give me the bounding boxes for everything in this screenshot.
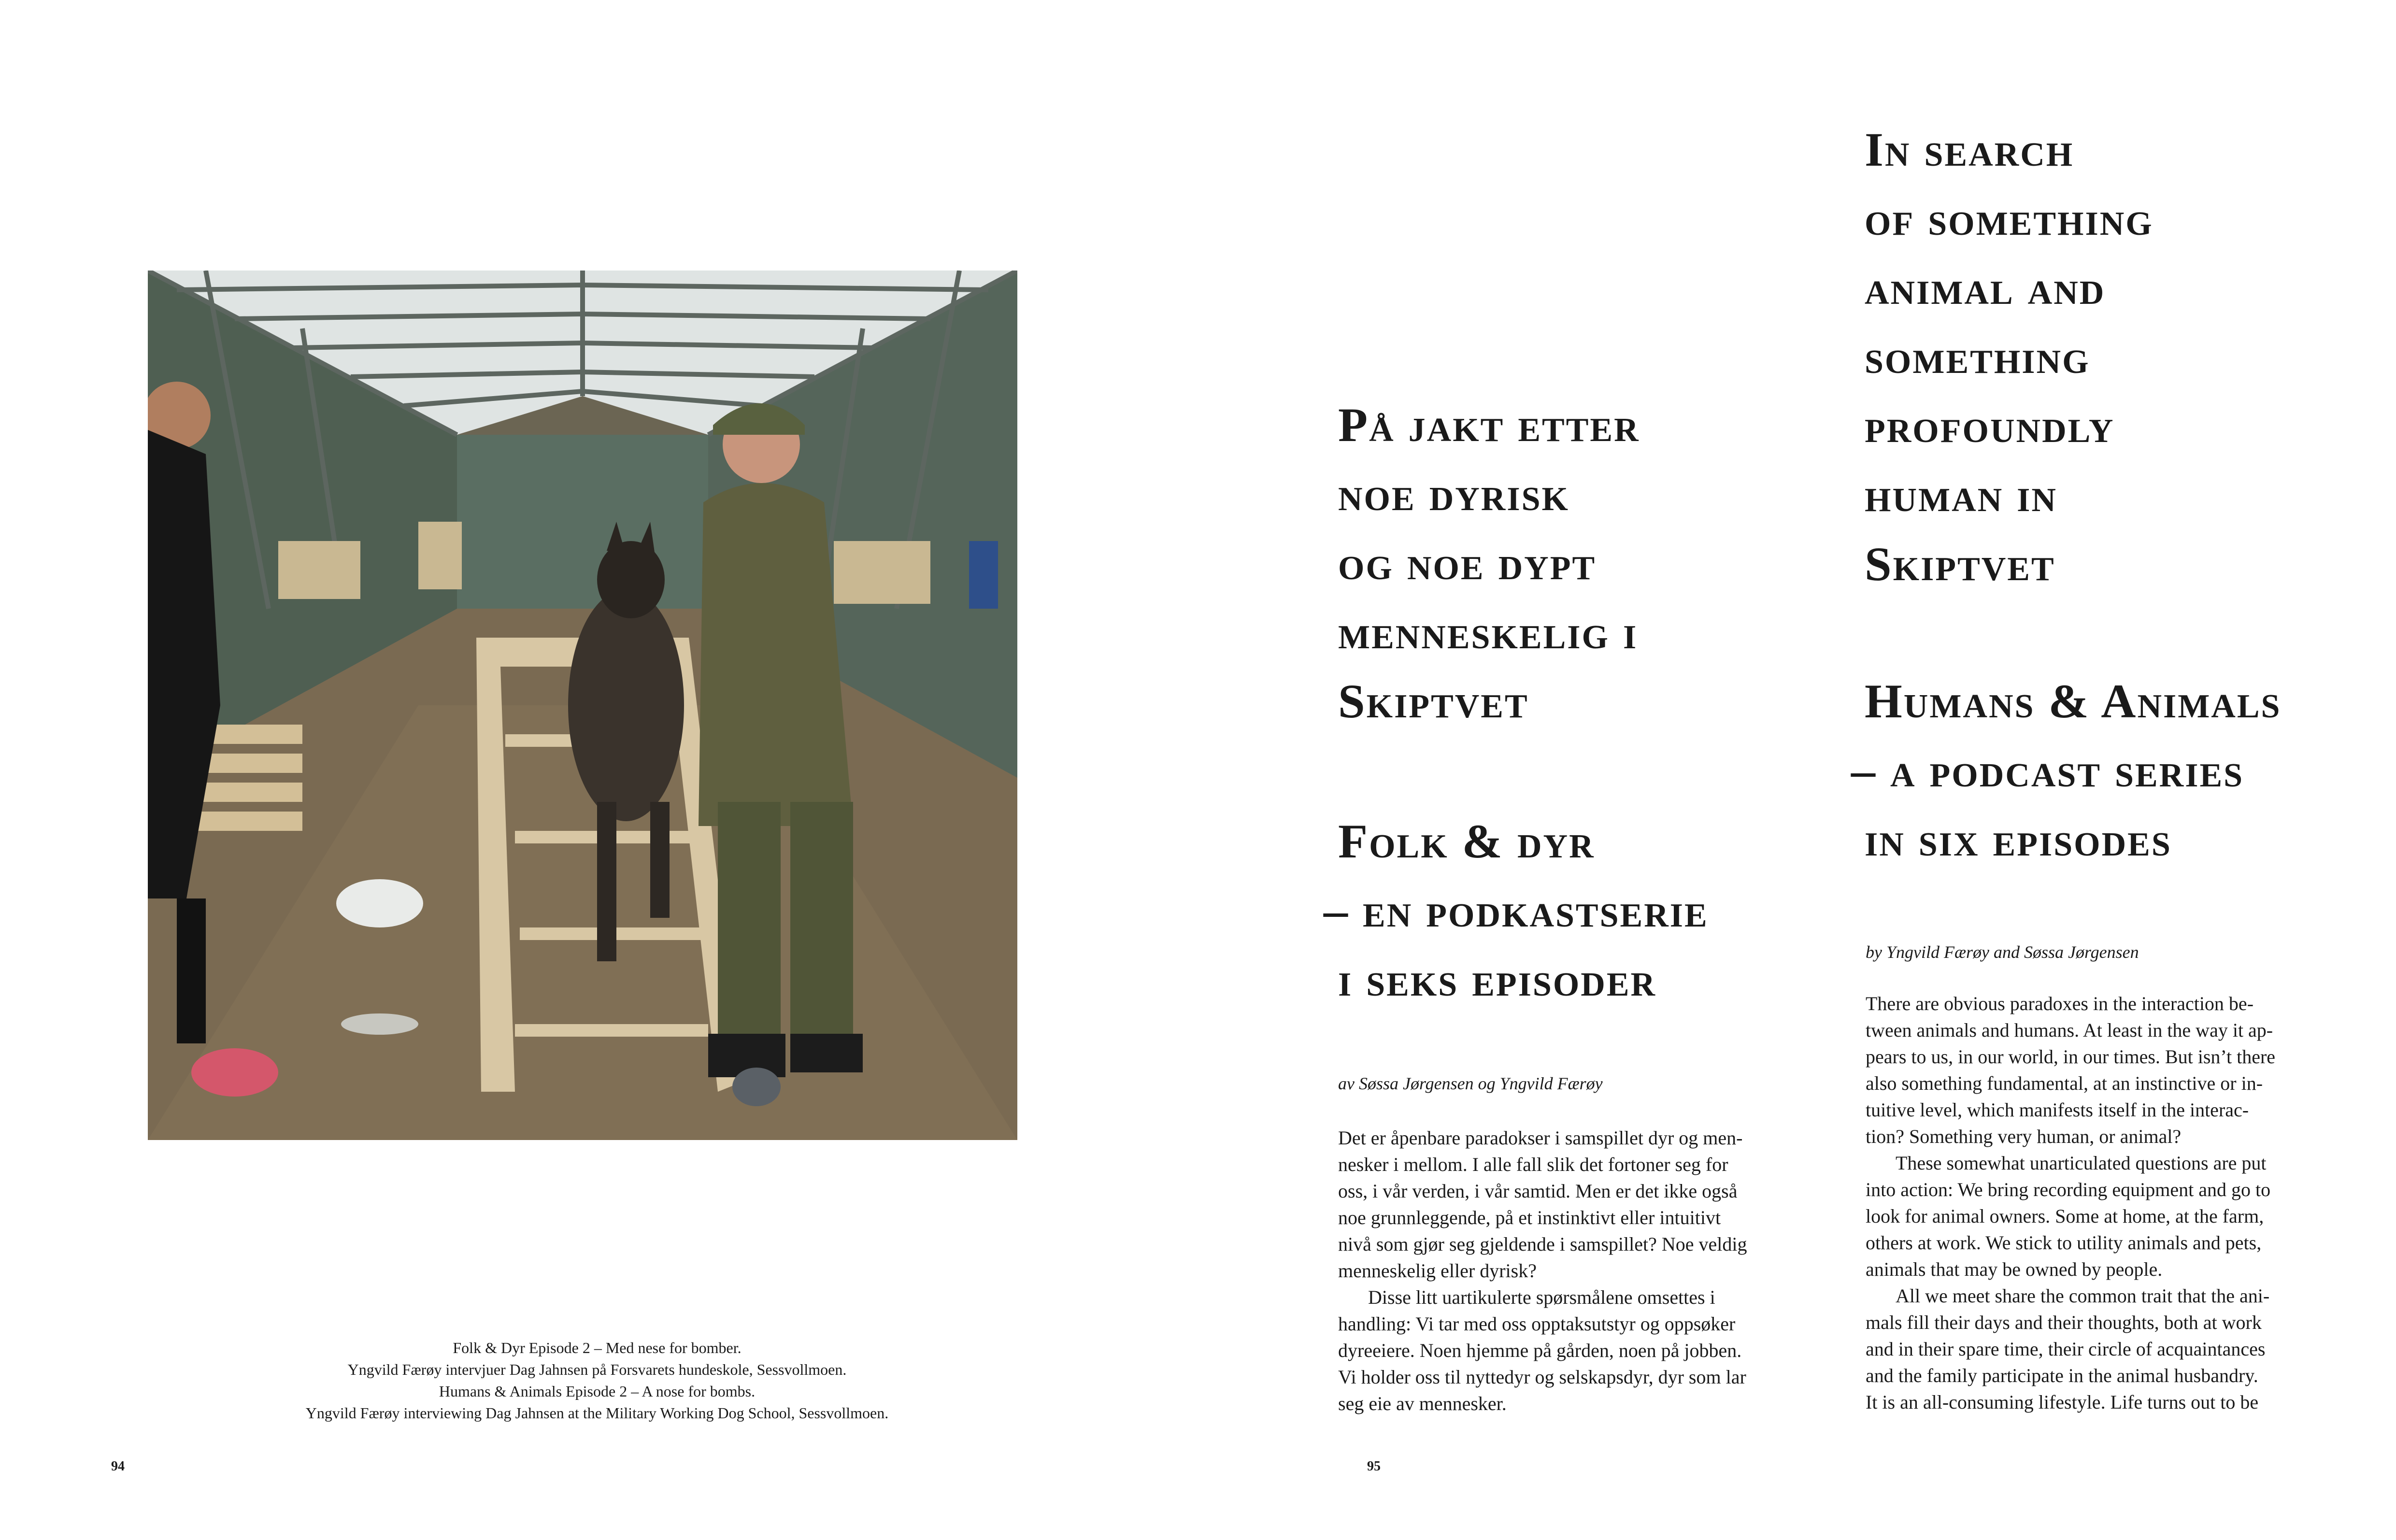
body-line: Disse litt uartikulerte spørsmålene omsettes i: [1368, 1286, 1715, 1308]
title-line: Skiptvet: [1338, 674, 1529, 728]
photo-caption: [148, 1337, 1046, 1424]
subtitle-line: Folk & dyr: [1338, 814, 1595, 868]
norwegian-subtitle: [1324, 807, 1709, 1014]
body-line: others at work. We stick to utility animals and pets,: [1866, 1232, 2262, 1254]
body-line: Det er åpenbare paradokser i samspillet dyr og men-: [1338, 1127, 1743, 1149]
body-line: It is an all-consuming lifestyle. Life turns out to be: [1866, 1391, 2259, 1413]
title-line: På jakt etter: [1338, 398, 1640, 452]
body-line: These somewhat unarticulated questions are put: [1896, 1152, 2267, 1174]
body-line: pears to us, in our world, in our times. But isn’t there: [1866, 1046, 2276, 1068]
english-subtitle: [1851, 667, 2281, 874]
caption-line: Yngvild Færøy intervjuer Dag Jahnsen på Forsvarets hundeskole, Sessvollmoen.: [347, 1361, 847, 1378]
body-line: menneskelig eller dyrisk?: [1338, 1260, 1537, 1282]
title-line: profoundly: [1865, 399, 2115, 453]
title-line: og noe dypt: [1338, 536, 1597, 590]
norwegian-byline: av Søssa Jørgensen og Yngvild Færøy: [1338, 1074, 1603, 1093]
page-number-right: 95: [1367, 1459, 1381, 1474]
caption-line: Yngvild Færøy interviewing Dag Jahnsen at the Military Working Dog School, Sessvollmoen.: [305, 1404, 889, 1422]
english-byline: by Yngvild Færøy and Søssa Jørgensen: [1866, 942, 2139, 962]
body-line: look for animal owners. Some at home, at the farm,: [1866, 1205, 2264, 1227]
photo-illustration: [148, 271, 1017, 1140]
photo-dog-training: [148, 271, 1017, 1140]
body-line: Vi holder oss til nyttedyr og selskapsdyr, dyr som lar: [1338, 1366, 1746, 1388]
title-line: animal and: [1865, 261, 2106, 314]
subtitle-line: in six episodes: [1865, 813, 2172, 866]
english-title: [1865, 115, 2154, 599]
norwegian-body-text: [1338, 1125, 1747, 1417]
body-line: seg eie av mennesker.: [1338, 1393, 1507, 1414]
body-line: oss, i vår verden, i vår samtid. Men er det ikke også: [1338, 1180, 1738, 1202]
body-line: and in their spare time, their circle of acquaintances: [1866, 1338, 2266, 1360]
title-line: human in: [1865, 468, 2057, 522]
caption-line: Folk & Dyr Episode 2 – Med nese for bomber.: [453, 1339, 742, 1356]
body-line: mals fill their days and their thoughts, both at work: [1866, 1312, 2262, 1333]
norwegian-title: [1338, 390, 1640, 736]
body-line: tween animals and humans. At least in the way it ap-: [1866, 1019, 2273, 1041]
caption-line: Humans & Animals Episode 2 – A nose for bombs.: [439, 1383, 756, 1400]
body-line: also something fundamental, at an instinctive or in-: [1866, 1072, 2263, 1094]
body-line: tion? Something very human, or animal?: [1866, 1126, 2182, 1147]
subtitle-line: Humans & Animals: [1865, 674, 2282, 728]
body-line: handling: Vi tar med oss opptaksutstyr og oppsøker: [1338, 1313, 1736, 1335]
body-line: tuitive level, which manifests itself in the interac-: [1866, 1099, 2249, 1121]
body-line: and the family participate in the animal husbandry.: [1866, 1365, 2258, 1386]
body-line: nesker i mellom. I alle fall slik det fortoner seg for: [1338, 1154, 1728, 1175]
title-line: something: [1865, 330, 2090, 384]
title-line: menneskelig i: [1338, 605, 1638, 659]
body-line: All we meet share the common trait that the ani-: [1896, 1285, 2270, 1307]
body-line: There are obvious paradoxes in the interaction be-: [1866, 993, 2254, 1014]
subtitle-line: – en podkastserie: [1324, 884, 1709, 937]
title-line: Skiptvet: [1865, 537, 2055, 591]
body-line: dyreeiere. Noen hjemme på gården, noen på jobben.: [1338, 1340, 1742, 1361]
page-number-left: 94: [111, 1459, 125, 1474]
subtitle-line: i seks episoder: [1338, 953, 1657, 1006]
subtitle-line: – a podcast series: [1851, 743, 2244, 797]
body-line: noe grunnleggende, på et instinktivt eller intuitivt: [1338, 1207, 1721, 1228]
title-line: In search: [1865, 123, 2074, 176]
title-line: noe dyrisk: [1338, 467, 1569, 521]
body-line: into action: We bring recording equipment and go to: [1866, 1179, 2271, 1200]
title-line: of something: [1865, 192, 2154, 245]
body-line: animals that may be owned by people.: [1866, 1258, 2163, 1280]
english-body-text: [1866, 990, 2275, 1415]
body-line: nivå som gjør seg gjeldende i samspillet? Noe veldig: [1338, 1233, 1747, 1255]
